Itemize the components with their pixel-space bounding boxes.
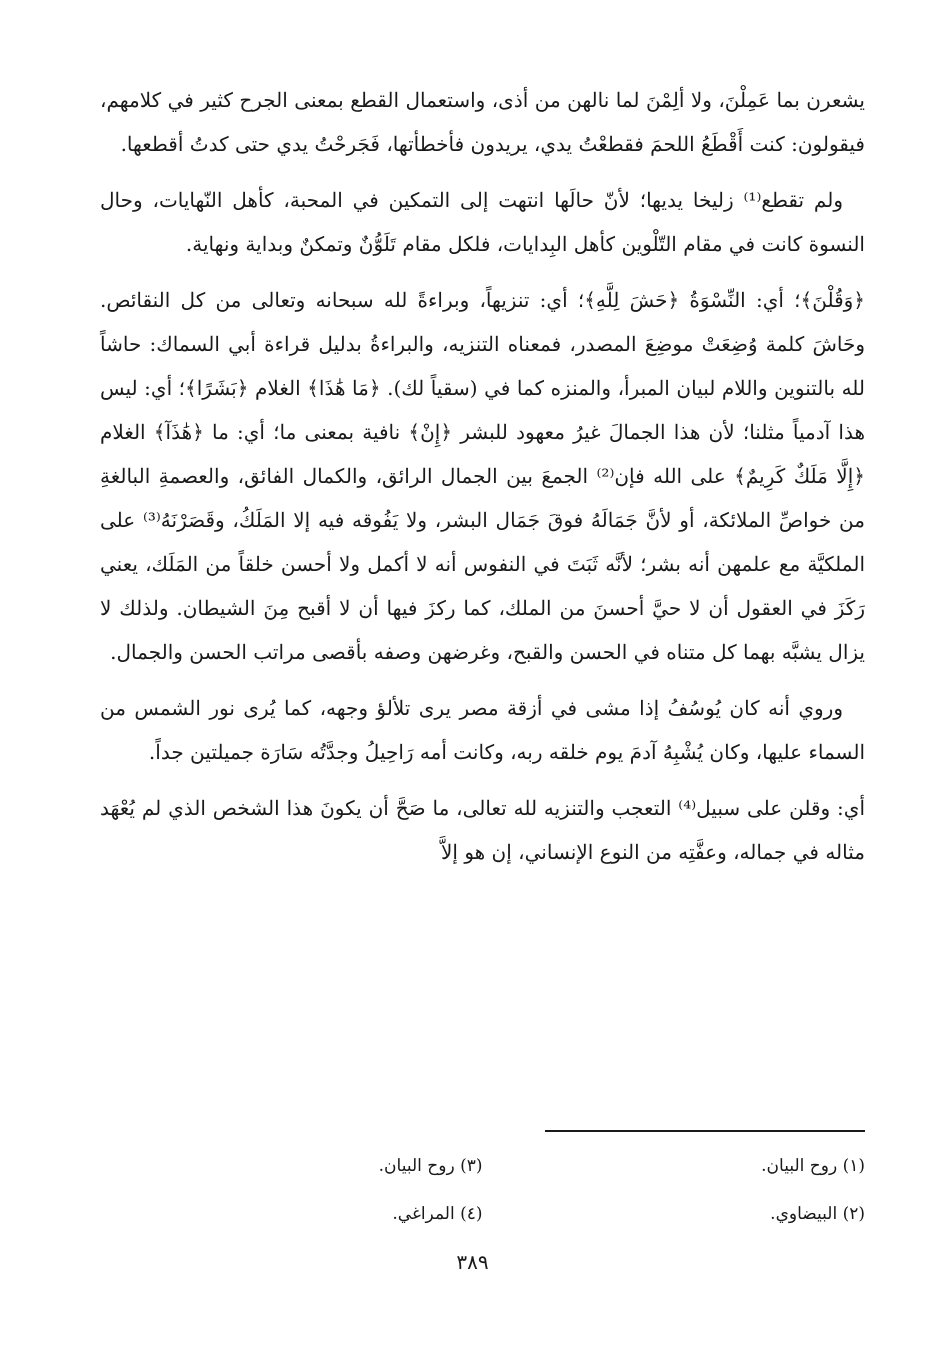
paragraph-4: وروي أنه كان يُوسُفُ إذا مشى في أزقة مصر يرى تلألؤ وجهه، كما يُرى نور الشمس من السماء عليها، وكان يُشْبِهُ آدمَ يوم خلقه ربه، وكانت أمه رَاحِيلُ وجدَّتُه سَارَة جميلتين جداً.: [100, 696, 865, 764]
footnote-divider: [545, 1130, 865, 1132]
paragraph-1: يشعرن بما عَمِلْنَ، ولا ألِمْنَ لما نالهن من أذى، واستعمال القطع بمعنى الجرح كثير في كلامهم، فيقولون: كنت أَقْطَعُ اللحمَ فقطعْتُ يدي، يريدون فأخطأتها، فَجَرحْتُ يدي حتى كدتُ أقطعها.: [100, 88, 865, 156]
footnote-1: (١) روح البيان.: [761, 1156, 865, 1176]
footnote-3: (٣) روح البيان.: [378, 1156, 483, 1176]
footnote-4: (٤) المراغي.: [392, 1204, 483, 1224]
footnotes: [100, 1142, 865, 1238]
page-number: ٣٨٩: [456, 1250, 489, 1274]
paragraph-3: ﴿وَقُلْنَ﴾؛ أي: النِّسْوَةُ ﴿حَشَ لِلَّهِ﴾؛ أي: تنزيهاً، وبراءةً لله سبحانه وتعالى من كل النقائص. وحَاشَ كلمة وُضِعَتْ موضِعَ المصدر، فمعناه التنزيه، والبراءةُ بدليل قراءة أبي السماك: حاشاً لله بالتنوين واللام لبيان المبرأ، والمنزه كما في (سقياً لك). ﴿مَا هَٰذَا﴾ الغلام ﴿بَشَرًا﴾؛ أي: ليس هذا آدمياً مثلنا؛ لأن هذا الجمالَ غيرُ معهود للبشر ﴿إِنْ﴾ نافية بمعنى ما؛ أي: ما ﴿هَٰذَآ﴾ الغلام ﴿إِلَّا مَلَكٌ كَرِيمٌ﴾ على الله فإن⁽²⁾ الجمعَ بين الجمال الرائق، والكمال الفائق، والعصمةِ البالغةِ من خواصِّ الملائكة، أو لأنَّ جَمَالَهُ فوقَ جَمَال البشر، ولا يَفُوقه فيه إلا المَلَكُ، وقَصَرْنَهُ⁽³⁾ على الملكيَّة مع علمهن أنه بشر؛ لأنَّه ثَبَتَ في النفوس أنه لا أكمل ولا أحسن خلقاً من المَلَك، يعني رَكَزَ في العقول أن لا حيَّ أحسنَ من الملك، كما ركزَ فيها أن لا أقبح مِنَ الشيطان. ولذلك لا يزال يشبَّه بهما كل متناه في الحسن والقبح، وغرضهن وصفه بأقصى مراتب الحسن والجمال.: [100, 288, 865, 664]
paragraph-5: أي: وقلن على سبيل⁽⁴⁾ التعجب والتنزيه لله تعالى، ما صَحَّ أن يكونَ هذا الشخص الذي لم يُعْهَد مثاله في جماله، وعفَّتِه من النوع الإنساني، إن هو إلاَّ: [100, 796, 865, 864]
paragraph-2: ولم تقطع⁽¹⁾ زليخا يديها؛ لأنّ حالَها انتهت إلى التمكين في المحبة، كأهل النّهايات، وحال النسوة كانت في مقام التّلْوين كأهل البِدايات، فلكل مقام تَلَوُّنٌ وتمكنٌ وبداية ونهاية.: [100, 188, 865, 256]
footnote-row-1: [100, 1142, 865, 1190]
footnote-row-2: [100, 1190, 865, 1238]
main-text: [100, 78, 865, 886]
footnote-2: (٢) البيضاوي.: [770, 1204, 865, 1224]
